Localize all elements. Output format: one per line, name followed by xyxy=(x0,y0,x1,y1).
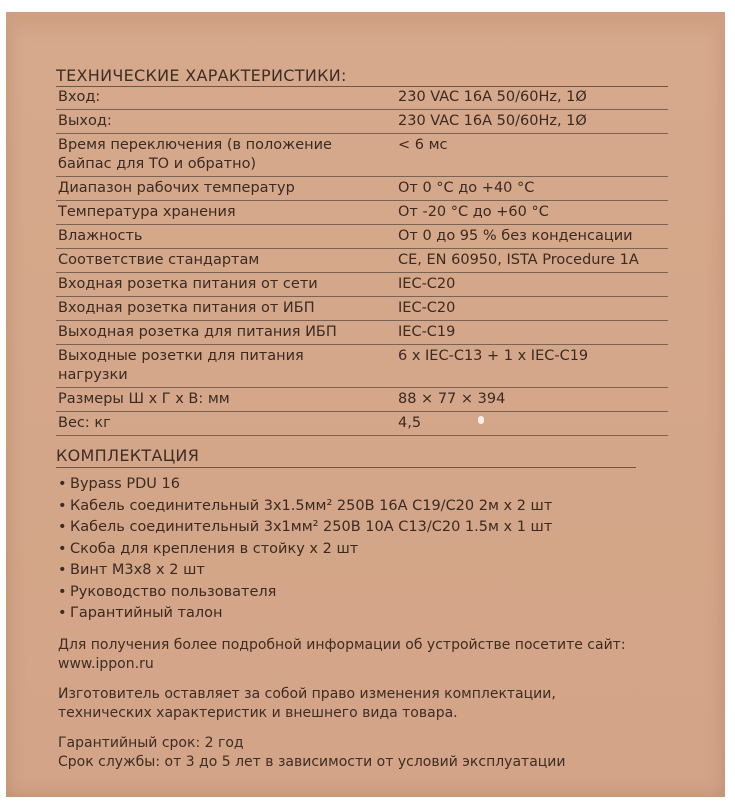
spec-label: Вход: xyxy=(56,86,382,110)
warranty-period: Гарантийный срок: 2 год xyxy=(58,735,244,751)
table-row xyxy=(56,201,668,225)
table-row xyxy=(56,177,668,201)
table-row xyxy=(56,412,668,436)
table-row xyxy=(56,345,668,388)
spec-label: Время переключения (в положение байпас для ТО и обратно) xyxy=(56,134,382,177)
table-row xyxy=(56,225,668,249)
paper-speck xyxy=(478,416,484,424)
table-row xyxy=(56,134,668,177)
list-item: • Руководство пользователя xyxy=(58,582,552,604)
spec-value: 88 × 77 × 394 xyxy=(382,388,668,412)
table-row xyxy=(56,110,668,134)
table-row xyxy=(56,388,668,412)
kit-heading-rule xyxy=(56,467,636,468)
spec-value: От 0 °C до +40 °C xyxy=(382,177,668,201)
spec-label: Диапазон рабочих температур xyxy=(56,177,382,201)
spec-label: Выход: xyxy=(56,110,382,134)
spec-value: IEC-C20 xyxy=(382,297,668,321)
table-row xyxy=(56,249,668,273)
spec-value: 230 VAC 16A 50/60Hz, 1Ø xyxy=(382,110,668,134)
info-note: Для получения более подробной информации об устройстве посетите сайт: www.ippon.ru xyxy=(58,637,626,672)
service-life: Срок службы: от 3 до 5 лет в зависимости от условий эксплуатации xyxy=(58,754,566,770)
spec-label: Соответствие стандартам xyxy=(56,249,382,273)
spec-label: Вес: кг xyxy=(56,412,382,436)
specs-heading: ТЕХНИЧЕСКИЕ ХАРАКТЕРИСТИКИ: xyxy=(56,66,347,85)
spec-label: Входная розетка питания от сети xyxy=(56,273,382,297)
spec-value: < 6 мс xyxy=(382,134,668,177)
table-row xyxy=(56,321,668,345)
spec-value: IEC-C19 xyxy=(382,321,668,345)
spec-value: IEC-C20 xyxy=(382,273,668,297)
list-item: • Гарантийный талон xyxy=(58,603,552,625)
spec-label: Выходная розетка для питания ИБП xyxy=(56,321,382,345)
spec-value: 6 x IEC-C13 + 1 x IEC-C19 xyxy=(382,345,668,388)
spec-value: 4,5 xyxy=(382,412,668,436)
spec-label: Температура хранения xyxy=(56,201,382,225)
list-item: • Bypass PDU 16 xyxy=(58,474,552,496)
list-item: • Скоба для крепления в стойку х 2 шт xyxy=(58,539,552,561)
spec-label: Размеры Ш х Г х В: мм xyxy=(56,388,382,412)
list-item: • Кабель соединительный 3x1.5мм² 250В 16А С19/С20 2м х 2 шт xyxy=(58,496,552,518)
spec-value: От -20 °C до +60 °C xyxy=(382,201,668,225)
spec-value: От 0 до 95 % без конденсации xyxy=(382,225,668,249)
list-item: • Винт М3х8 х 2 шт xyxy=(58,560,552,582)
spec-value: CE, EN 60950, ISTA Procedure 1A xyxy=(382,249,668,273)
specs-table xyxy=(56,86,668,436)
spec-label: Входная розетка питания от ИБП xyxy=(56,297,382,321)
kit-list xyxy=(58,474,552,625)
list-item: • Кабель соединительный 3x1мм² 250В 10А С13/С20 1.5м х 1 шт xyxy=(58,517,552,539)
table-row xyxy=(56,273,668,297)
spec-label: Выходные розетки для питания нагрузки xyxy=(56,345,382,388)
manufacturer-note: Изготовитель оставляет за собой право изменения комплектации, технических характеристик и внешнего вида товара. xyxy=(58,686,556,721)
table-row xyxy=(56,297,668,321)
kit-heading: КОМПЛЕКТАЦИЯ xyxy=(56,446,200,465)
spec-label: Влажность xyxy=(56,225,382,249)
table-row xyxy=(56,86,668,110)
spec-value: 230 VAC 16A 50/60Hz, 1Ø xyxy=(382,86,668,110)
